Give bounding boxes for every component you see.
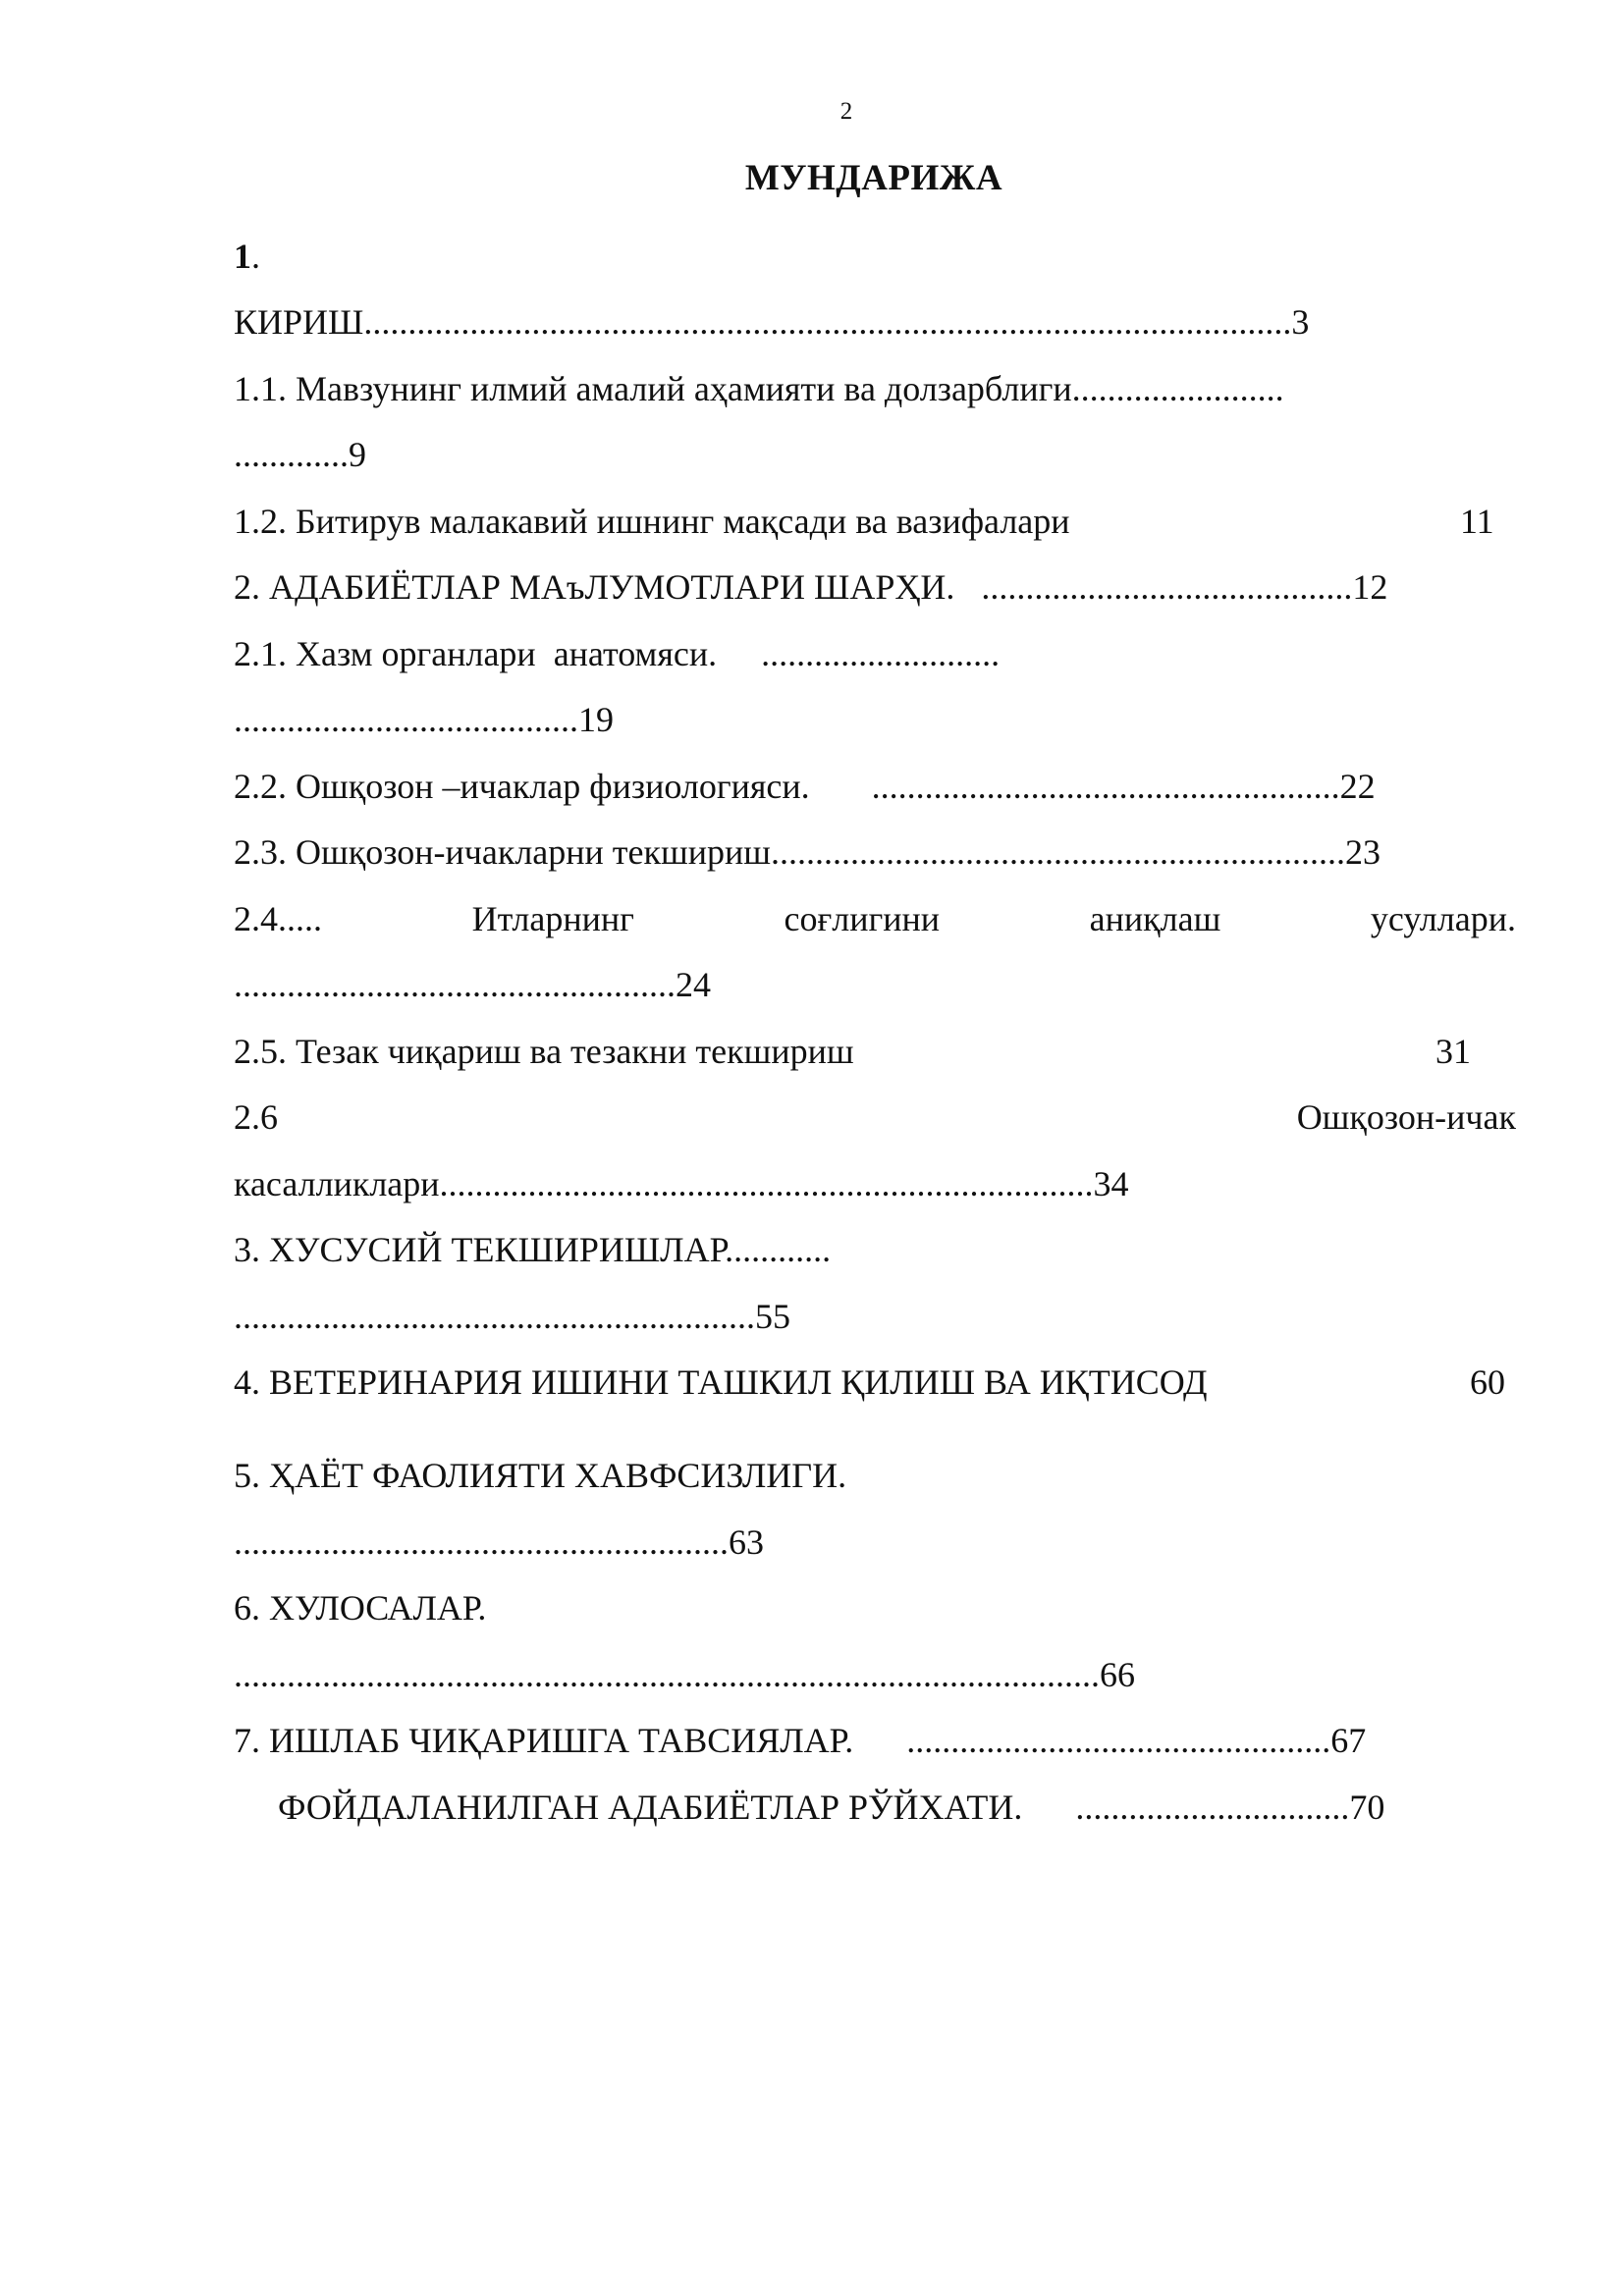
toc-line-section-1 <box>234 239 260 274</box>
toc-word: усуллари. <box>1370 899 1516 938</box>
toc-line-2-1: 2.1. Хазм органлари анатомяси. ........................... <box>234 634 1001 673</box>
page-number: 2 <box>839 98 853 125</box>
section-number-dot: . <box>251 237 260 276</box>
toc-word: аниқлаш <box>1089 899 1221 938</box>
toc-word: 2.6 <box>234 1097 278 1137</box>
toc-line-3-page: ...........................................................55 <box>234 1297 790 1336</box>
toc-line-2-6-page: касалликлари..........................................................................34 <box>234 1164 1129 1203</box>
toc-line-2-5: 2.5. Тезак чиқариш ва тезакни текшириш <box>234 1032 854 1071</box>
toc-word: 2.4..... <box>234 899 322 938</box>
toc-line-introduction: КИРИШ.........................................................................................................3 <box>234 302 1310 342</box>
toc-line-2-3: 2.3. Ошқозон-ичакларни текшириш.................................................................23 <box>234 832 1380 872</box>
toc-line-1-2: 1.2. Битирув малакавий ишнинг мақсади ва вазифалари <box>234 502 1070 541</box>
section-number: 1 <box>234 237 251 276</box>
toc-word: соғлигини <box>784 899 941 938</box>
toc-line-1-2-page: 11 <box>1460 502 1494 541</box>
toc-line-1-1-page: .............9 <box>234 435 366 474</box>
toc-line-4-page: 60 <box>1470 1362 1505 1402</box>
toc-line-7: 7. ИШЛАБ ЧИҚАРИШГА ТАВСИЯЛАР. ................................................67 <box>234 1721 1367 1760</box>
toc-line-2-4-page: ..................................................24 <box>234 965 711 1004</box>
toc-line-6: 6. ХУЛОСАЛАР. <box>234 1588 487 1628</box>
toc-line-5-page: ........................................................63 <box>234 1522 764 1562</box>
toc-line-6-page: ..................................................................................................66 <box>234 1655 1135 1694</box>
toc-word: Итларнинг <box>471 899 634 938</box>
toc-line-2-4 <box>234 901 1516 936</box>
toc-line-5: 5. ҲАЁТ ФАОЛИЯТИ ХАВФСИЗЛИГИ. <box>234 1456 847 1495</box>
toc-line-2-5-page: 31 <box>1435 1032 1471 1071</box>
toc-line-2: 2. АДАБИЁТЛАР МАъЛУМОТЛАРИ ШАРҲИ. ..........................................12 <box>234 567 1388 607</box>
toc-line-3: 3. ХУСУСИЙ ТЕКШИРИШЛАР............ <box>234 1230 832 1269</box>
toc-line-1-1: 1.1. Мавзунинг илмий амалий аҳамияти ва долзарблиги........................ <box>234 369 1284 408</box>
toc-word: Ошқозон-ичак <box>1296 1097 1516 1137</box>
toc-line-2-1-page: .......................................19 <box>234 700 614 739</box>
toc-line-2-2: 2.2. Ошқозон –ичаклар физиологияси. .....................................................22 <box>234 767 1376 806</box>
page-title: МУНДАРИЖА <box>744 158 1003 198</box>
toc-line-references: ФОЙДАЛАНИЛГАН АДАБИЁТЛАР РЎЙХАТИ. ...............................70 <box>278 1788 1385 1827</box>
toc-line-4: 4. ВЕТЕРИНАРИЯ ИШИНИ ТАШКИЛ ҚИЛИШ ВА ИҚТИСОД <box>234 1362 1208 1402</box>
toc-line-2-6 <box>234 1099 1516 1135</box>
